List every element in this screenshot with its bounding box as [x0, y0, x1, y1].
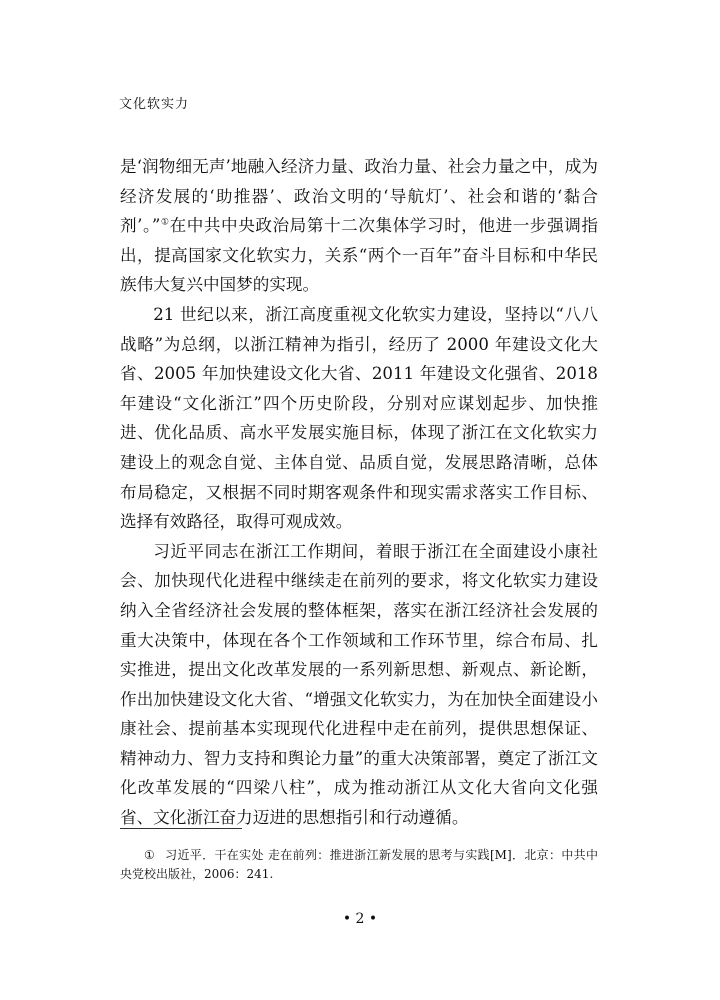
paragraph-1 — [120, 152, 598, 300]
footnote-marker: ① — [144, 848, 155, 862]
footnote-divider — [120, 828, 242, 829]
footnote-reference[interactable]: ① — [160, 217, 170, 228]
body-text — [120, 152, 598, 833]
paragraph-2: 21 世纪以来，浙江高度重视文化软实力建设，坚持以“八八战略”为总纲，以浙江精神为指引，经历了 2000 年建设文化大省、2005 年加快建设文化大省、2011 年建设文化强省、2018 年建设“文化浙江”四个历史阶段，分别对应谋划起步、加快推进、优化品质、高水平发展实施目标，体现了浙江在文化软实力建设上的观念自觉、主体自觉、品质自觉，发展思路清晰，总体布局稳定，又根据不同时期客观条件和现实需求落实工作目标、选择有效路径，取得可观成效。 — [120, 304, 598, 532]
running-head-title: 文化软实力 — [119, 97, 190, 112]
footnote — [120, 846, 598, 884]
paragraph-1-text-before-ref: 是‘润物细无声’地融入经济力量、政治力量、社会力量之中，成为经济发展的‘助推器’、政治文明的‘导航灯’、社会和谐的‘黏合剂’。” — [120, 157, 598, 236]
footnote-text: 习近平．干在实处 走在前列：推进浙江新发展的思考与实践[M]．北京：中共中央党校出版社，2006：241. — [120, 848, 598, 881]
paragraph-3: 习近平同志在浙江工作期间，着眼于浙江在全面建设小康社会、加快现代化进程中继续走在前列的要求，将文化软实力建设纳入全省经济社会发展的整体框架，落实在浙江经济社会发展的重大决策中，体现在各个工作领域和工作环节里，综合布局、扎实推进，提出文化改革发展的一系列新思想、新观点、新论断，作出加快建设文化大省、“增强文化软实力，为在加快全面建设小康社会、提前基本实现现代化进程中走在前列，提供思想保证、精神动力、智力支持和舆论力量”的重大决策部署，奠定了浙江文化改革发展的“四梁八柱”，成为推动浙江从文化大省向文化强省、文化浙江奋力迈进的思想指引和行动遵循。 — [120, 541, 598, 828]
page-number: • 2 • — [342, 911, 378, 927]
paragraph-1-text-after-ref: 在中共中央政治局第十二次集体学习时，他进一步强调指出，提高国家文化软实力，关系“两个一百年”奋斗目标和中华民族伟大复兴中国梦的实现。 — [120, 216, 598, 295]
